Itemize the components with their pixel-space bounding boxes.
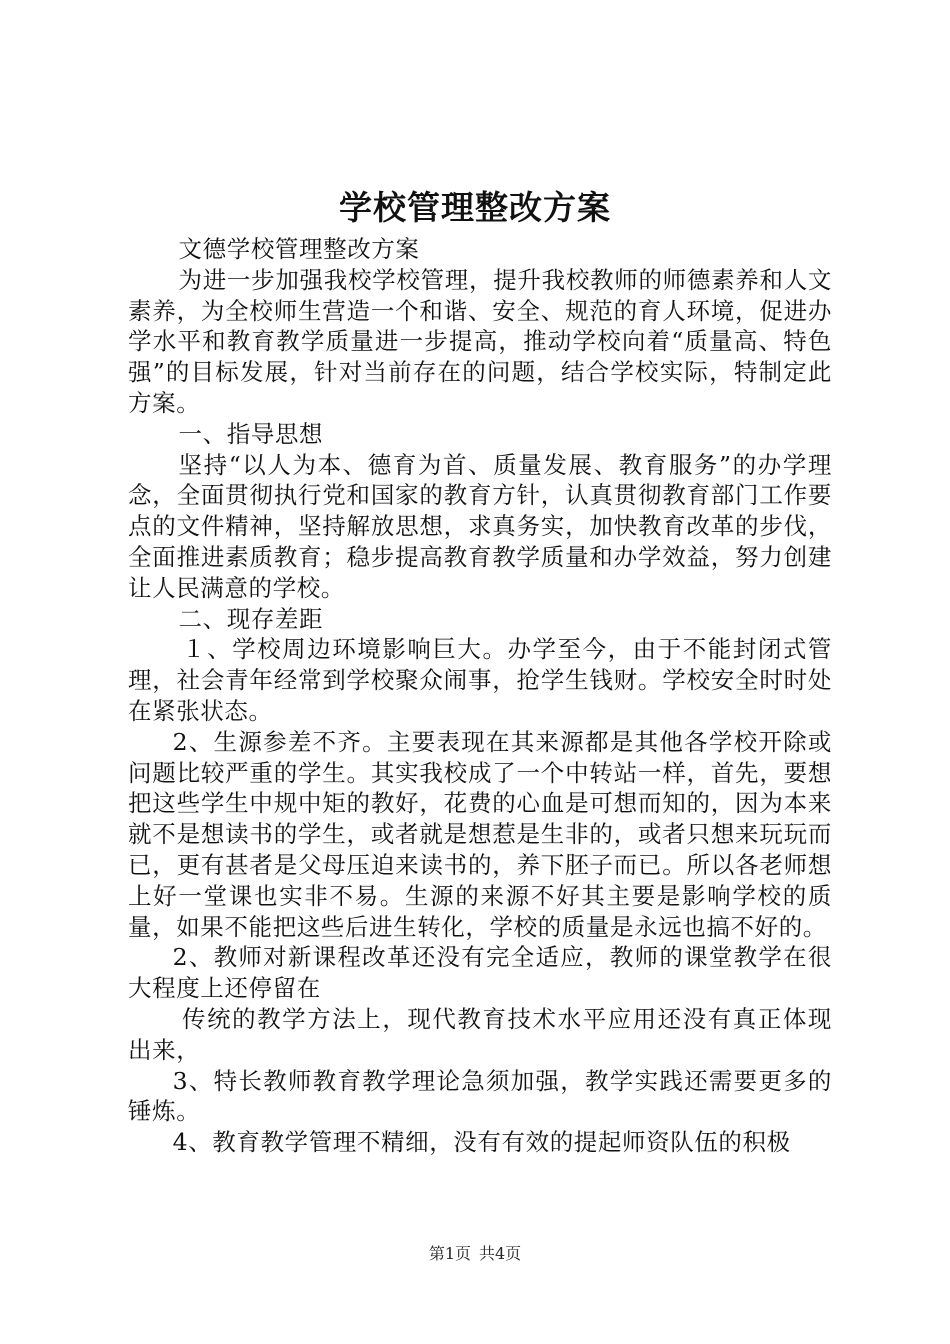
page-number: 第1页 — [428, 1244, 471, 1263]
paragraph-gap-1: １、学校周边环境影响巨大。办学至今，由于不能封闭式管理，社会青年经常到学校聚众闹事，抢学生钱财。学校安全时时处在紧张状态。 — [128, 635, 832, 725]
paragraph-intro: 为进一步加强我校学校管理，提升我校教师的师德素养和人文素养，为全校师生营造一个和谐、安全、规范的育人环境，促进办学水平和教育教学质量进一步提高，推动学校向着“质量高、特色强”的目标发展，针对当前存在的问题，结合学校实际，特制定此方案。 — [128, 265, 832, 417]
document-body — [128, 234, 832, 1158]
paragraph-gap-2-students: 2、生源参差不齐。主要表现在其来源都是其他各学校开除或问题比较严重的学生。其实我校成了一个中转站一样，首先，要想把这些学生中规中矩的教好，花费的心血是可想而知的，因为本来就不是想读书的学生，或者就是想惹是生非的，或者只想来玩玩而已，更有甚者是父母压迫来读书的，养下胚子而已。所以各老师想上好一堂课也实非不易。生源的来源不好其主要是影响学校的质量，如果不能把这些后进生转化，学校的质量是永远也搞不好的。 — [128, 727, 832, 941]
page-total: 共4页 — [479, 1244, 522, 1263]
section-heading-gaps: 二、现存差距 — [178, 604, 324, 633]
section-heading-guiding-thought: 一、指导思想 — [178, 419, 324, 448]
document-title: 学校管理整改方案 — [339, 188, 611, 227]
paragraph-guiding-thought: 坚持“以人为本、德育为首、质量发展、教育服务”的办学理念，全面贯彻执行党和国家的教育方针，认真贯彻教育部门工作要点的文件精神，坚持解放思想，求真务实，加快教育改革的步伐，全面推进素质教育；稳步提高教育教学质量和办学效益，努力创建让人民满意的学校。 — [128, 450, 832, 602]
paragraph-gap-2-teachers: 2、教师对新课程改革还没有完全适应，教师的课堂教学在很大程度上还停留在 — [128, 943, 832, 1003]
paragraph-gap-4: 4、教育教学管理不精细，没有有效的提起师资队伍的积极 — [172, 1128, 791, 1157]
paragraph-gap-3: 3、特长教师教育教学理论急须加强，教学实践还需要更多的锤炼。 — [128, 1066, 832, 1126]
page-footer — [0, 1243, 950, 1265]
paragraph-subtitle: 文德学校管理整改方案 — [178, 235, 420, 263]
paragraph-gap-2-continued: 传统的教学方法上，现代教育技术水平应用还没有真正体现出来， — [128, 1004, 832, 1064]
